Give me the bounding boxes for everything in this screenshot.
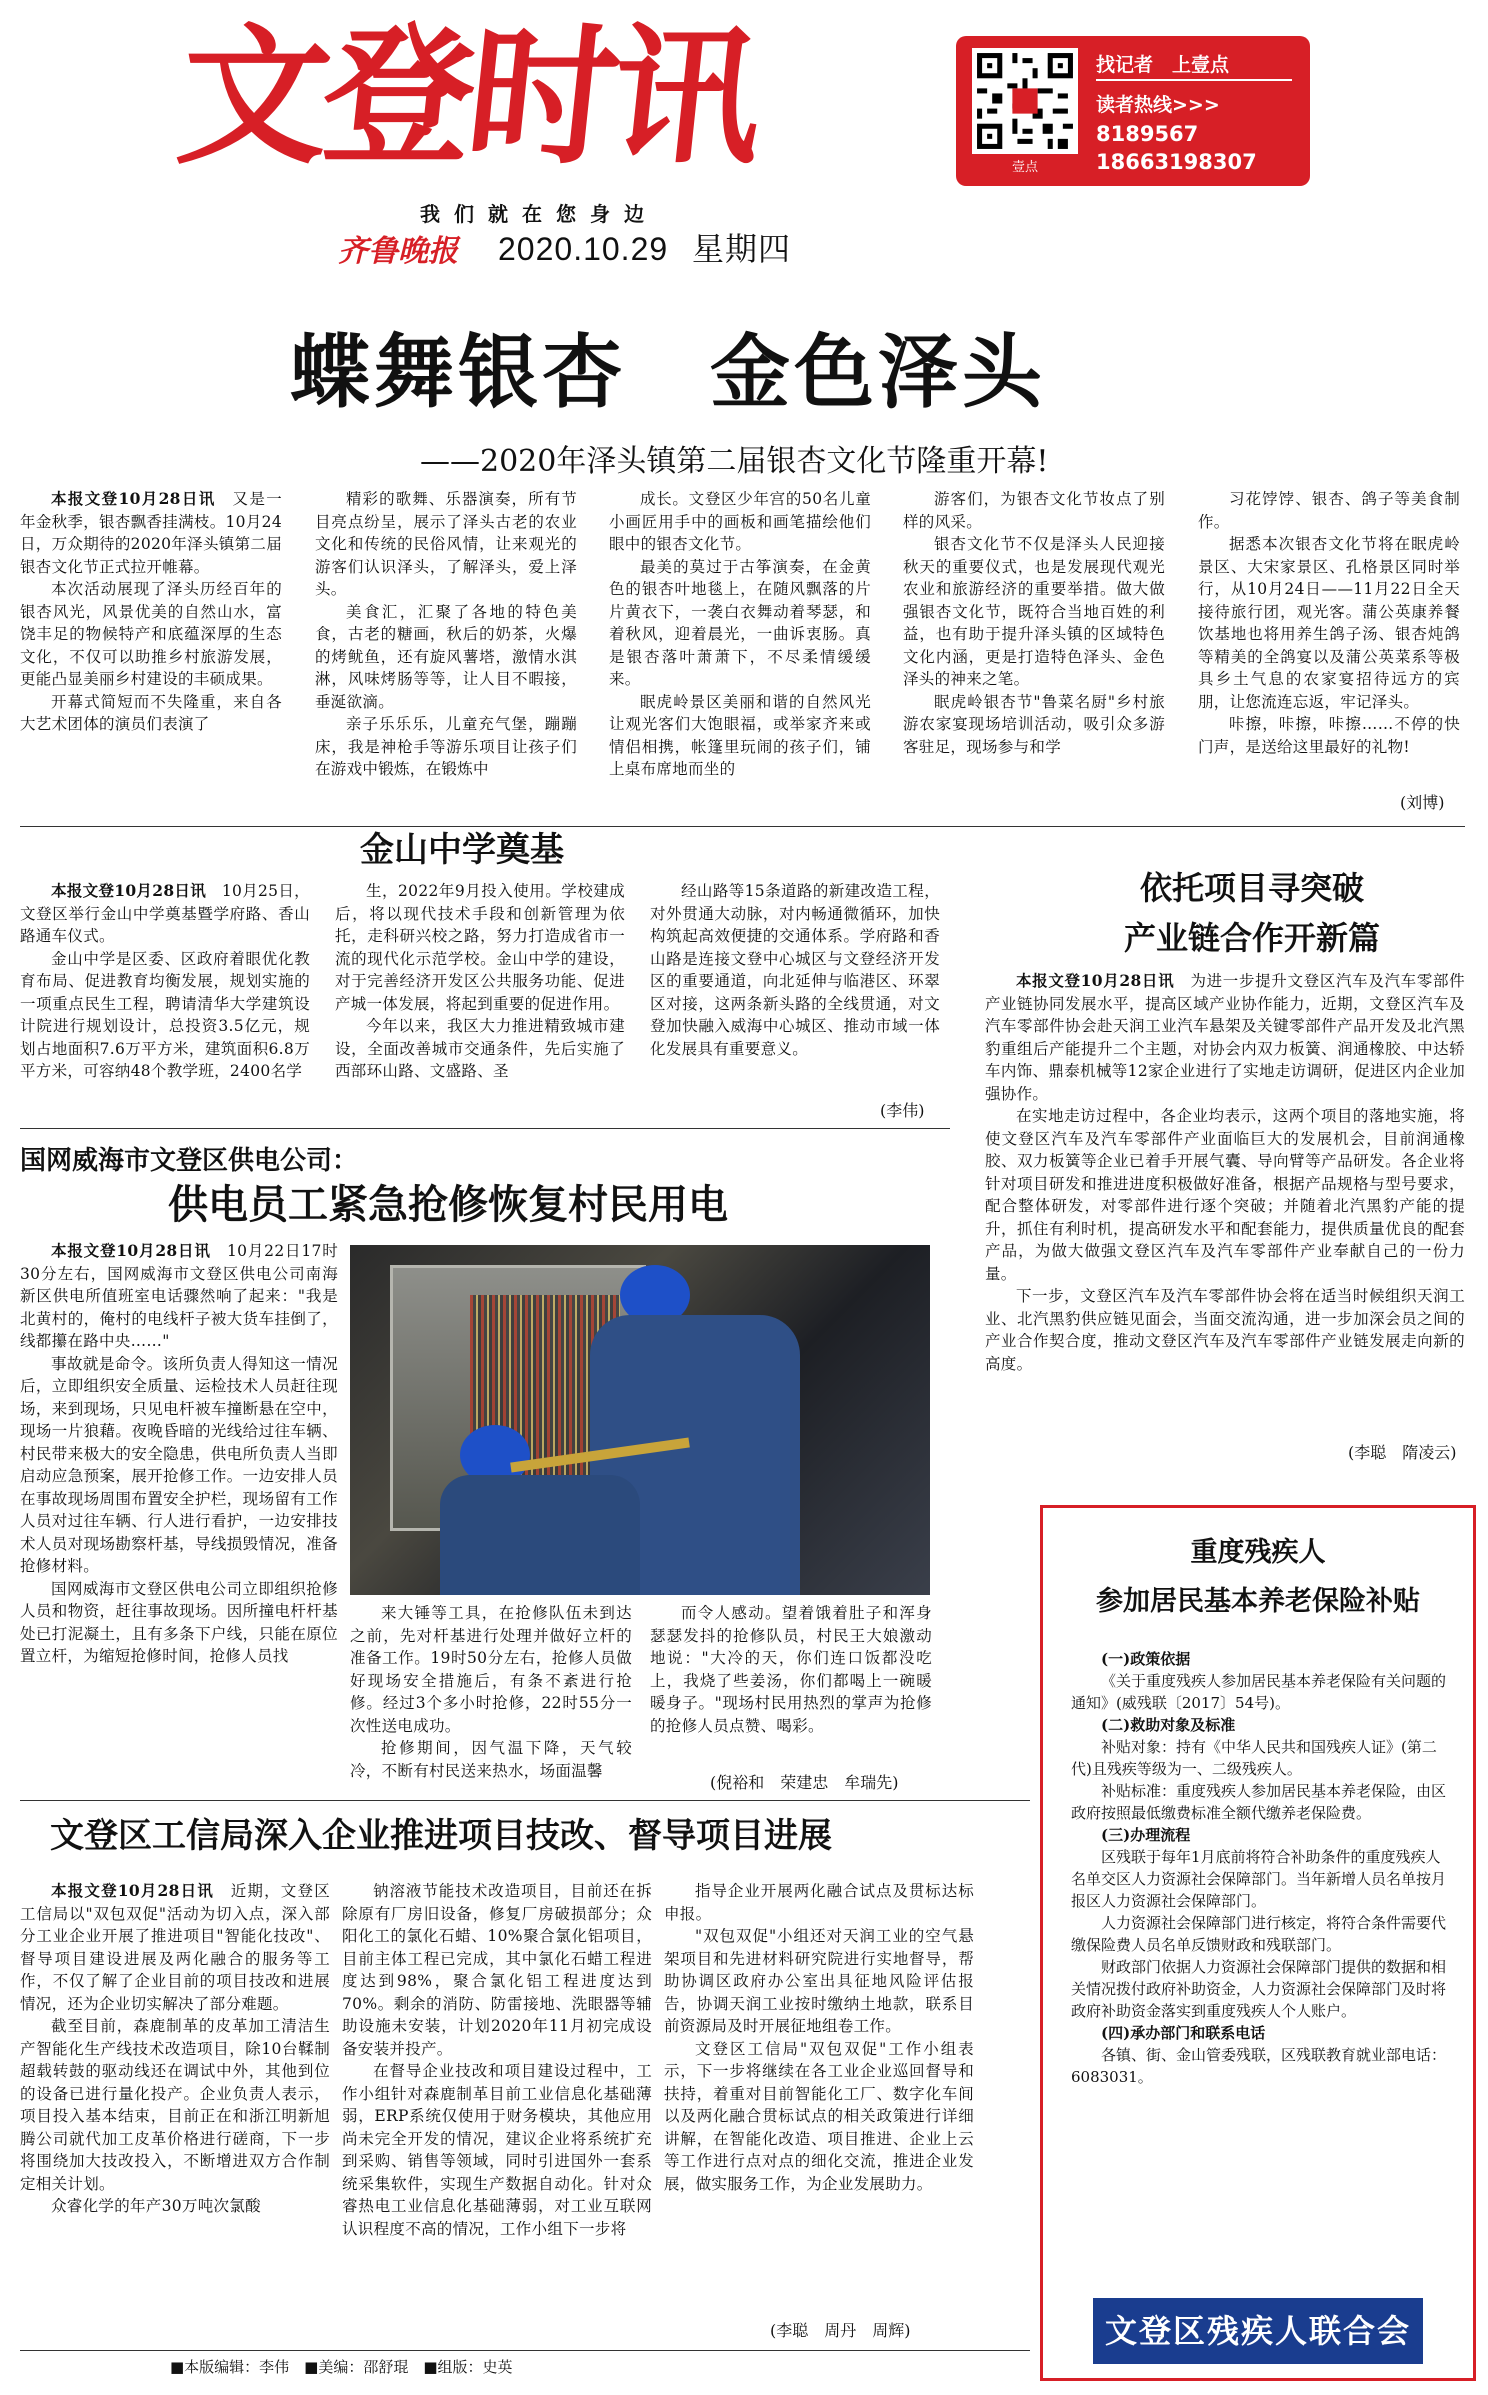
paragraph: 本报文登10月28日讯 为进一步提升文登区汽车及汽车零部件产业链协同发展水平，提高区域产业协作能力，近期，文登区汽车及汽车零部件协会赴天润工业汽车悬架及关键零部件产品开发及北汽黑豹重组后产能提升二个主题，对协会内双力板簧、润通橡胶、中达轿车内饰、鼎泰机械等12家企业进行了实地走访调研，促进区内企业加强协作。: [985, 971, 1465, 1103]
jinshan-column-3: [650, 880, 940, 1100]
paragraph: 本报文登10月28日讯 近期，文登区工信局以"双包双促"活动为切入点，深入部分工业企业开展了推进项目"智能化技改"、督导项目建设进展及两化融合的服务等工作，不仅了解了企业目前的项目技改和进展情况，还为企业切实解决了部分难题。: [20, 1881, 330, 2013]
footer-divider: [20, 2350, 1030, 2351]
worker-kneeling: [440, 1475, 640, 1595]
notice-section-title: (四)承办部门和联系电话: [1101, 2024, 1266, 2042]
notice-section-title: (三)办理流程: [1101, 1826, 1191, 1844]
paragraph: 精彩的歌舞、乐器演奏，所有节目亮点纷呈，展示了泽头古老的农业文化和传统的民俗风情，让来观光的游客们认识泽头，了解泽头，爱上泽头。: [315, 490, 577, 598]
phone-1: 8189567: [1096, 122, 1199, 146]
paragraph: 据悉本次银杏文化节将在眠虎岭景区、大宋家景区、孔格景区同时举行，从10月24日——11月22日全天接待旅行团，观光客。蒲公英康养餐饮基地也将用养生鸽子汤、银杏炖鸽等精美的全鸽宴以及蒲公英菜系等极具乡土气息的农家宴招待远方的宾朋，让您流连忘返，牢记泽头。: [1198, 535, 1460, 711]
notice-body: [1071, 1648, 1451, 2288]
section-divider: [20, 1800, 1030, 1801]
paragraph: 本次活动展现了泽头历经百年的银杏风光，风景优美的自然山水，富饶丰足的物候特产和底蕴深厚的生态文化，不仅可以助推乡村旅游发展，更能凸显美丽乡村建设的丰硕成果。: [20, 580, 282, 688]
paragraph: 经山路等15条道路的新建改造工程，对外贯通大动脉，对内畅通微循环，加快构筑起高效便捷的交通体系。学府路和香山路是连接文登中心城区与文登经济开发区的重要通道，向北延伸与临港区、环翠区对接，这两条新头路的全线贯通，对文登加快融入威海中心城区、推动市域一体化发展具有重要意义。: [650, 882, 940, 1058]
lead-subheadline: ——2020年泽头镇第二届银杏文化节隆重开幕!: [420, 444, 1049, 479]
paragraph: 本报文登10月28日讯 10月25日，文登区举行金山中学奠基暨学府路、香山路通车仪式。: [20, 881, 310, 945]
auto-headline-1: 依托项目寻突破: [1140, 869, 1365, 907]
power-column-3: [650, 1602, 932, 1752]
federation-banner: 文登区残疾人联合会: [1093, 2298, 1423, 2364]
notice-paragraph: 补贴标准：重度残疾人参加居民基本养老保险，由区政府按照最低缴费标准全额代缴养老保险费。: [1071, 1782, 1447, 1822]
paragraph: 开幕式简短而不失隆重，来自各大艺术团体的演员们表演了: [20, 692, 282, 733]
contact-divider: [1096, 79, 1292, 81]
jinshan-column-1: [20, 880, 310, 1120]
paragraph: 咔擦，咔擦，咔擦……不停的快门声，是送给这里最好的礼物!: [1198, 715, 1460, 756]
paragraph: 文登区工信局"双包双促"工作小组表示，下一步将继续在各工业企业巡回督导和扶持，着重对目前智能化工厂、数字化车间以及两化融合贯标试点的相关政策进行详细讲解，在智能化改造、项目推进、企业上云等工作进行点对点的细化交流，推进企业发展，做实服务工作，为企业发展助力。: [664, 2039, 974, 2193]
contact-box: [956, 36, 1310, 186]
paragraph: 眠虎岭银杏节"鲁菜名厨"乡村旅游农家宴现场培训活动，吸引众多游客驻足，现场参与和学: [903, 692, 1165, 756]
weekday-text: 星期四: [692, 231, 792, 267]
masthead-title: 文登时讯: [170, 11, 766, 185]
masthead-slogan: 我们就在您身边: [420, 202, 658, 226]
lead-column-5: [1198, 488, 1460, 790]
notice-section-title: (二)救助对象及标准: [1101, 1716, 1236, 1734]
partner-logo: 齐鲁晚报: [338, 234, 458, 269]
paragraph: 银杏文化节不仅是泽头人民迎接秋天的重要仪式，也是发展现代观光农业和旅游经济的重要举措。做大做强银杏文化节，既符合当地百姓的利益，也有助于提升泽头镇的区域特色文化内涵，更是打造特色泽头、金色泽头的神来之笔。: [903, 535, 1165, 688]
notice-paragraph: 区残联于每年1月底前将符合补助条件的重度残疾人名单交区人力资源社会保障部门。当年新增人员名单按月报区人力资源社会保障部门。: [1071, 1848, 1447, 1910]
paragraph: 指导企业开展两化融合试点及贯标达标申报。: [664, 1882, 974, 1923]
reporter-label: 找记者 上壹点: [1096, 54, 1230, 76]
jinshan-column-2: [335, 880, 625, 1120]
paragraph: 生，2022年9月投入使用。学校建成后，将以现代技术手段和创新管理为依托，走科研兴校之路，努力打造成省市一流的现代化示范学校。金山中学的建设，对于完善经济开发区公共服务功能、促进产城一体发展，将起到重要的促进作用。: [335, 882, 625, 1013]
power-kicker: 国网威海市文登区供电公司：: [20, 1146, 359, 1176]
gongxin-column-2: [342, 1880, 652, 2345]
power-column-1: [20, 1240, 338, 1790]
notice-headline-2: 参加居民基本养老保险补贴: [1096, 1586, 1420, 1617]
lead-column-1: [20, 488, 282, 818]
paragraph: 下一步，文登区汽车及汽车零部件协会将在适当时候组织天润工业、北汽黑豹供应链见面会，当面交流沟通，进一步加深会员之间的产业合作契合度，推动文登区汽车及汽车零部件产业链发展走向新的高度。: [985, 1287, 1465, 1373]
power-credit: (倪裕和 荣建忠 牟瑞先): [710, 1773, 899, 1792]
phone-2: 18663198307: [1096, 150, 1257, 174]
footer-credits: ■本版编辑：李伟 ■美编：邵舒琨 ■组版：史英: [170, 2358, 513, 2376]
qr-label: 壹点: [1011, 160, 1038, 175]
paragraph: 在实地走访过程中，各企业均表示，这两个项目的落地实施，将使文登区汽车及汽车零部件产业面临巨大的发展机会，目前润通橡胶、双力板簧等企业已着手开展气囊、导向臂等产品研发。各企业将针对项目研发和推进进度积极做好准备，根据产品规格与型号要求，配合整体研发，对零部件进行逐个突破；并随着北汽黑豹产能的提升，抓住有利时机，提高研发水平和配套能力，提供质量优良的配套产品，为做大做强文登区汽车及汽车零部件产业奉献自己的一份力量。: [985, 1107, 1465, 1283]
paragraph: 众睿化学的年产30万吨次氯酸: [51, 2197, 261, 2215]
lead-column-2: [315, 488, 577, 818]
notice-section-title: (一)政策依据: [1101, 1650, 1191, 1668]
paragraph: 国网威海市文登区供电公司立即组织抢修人员和物资，赶往事故现场。因所撞电杆杆基处已打泥凝土，且有多条下户线，只能在原位置立杆，为缩短抢修时间，抢修人员找: [20, 1579, 338, 1665]
paragraph: 而令人感动。望着饿着肚子和浑身瑟瑟发抖的抢修队员，村民王大娘激动地说："大冷的天，你们连口饭都没吃上，我烧了些姜汤，你们都喝上一碗暖暖身子。"现场村民用热烈的掌声为抢修的抢修人员点赞、喝彩。: [650, 1604, 932, 1735]
notice-paragraph: 各镇、街、金山管委残联，区残联教育就业部电话：6083031。: [1071, 2046, 1447, 2086]
paragraph: 在督导企业技改和项目建设过程中，工作小组针对森鹿制革目前工业信息化基础薄弱，ERP系统仅使用于财务模块，其他应用尚未完全开发的情况，建议企业将系统扩充到采购、销售等领域，同时引进国外一套系统采集软件，实现生产数据自动化。针对众睿热电工业信息化基础薄弱，对工业互联网认识程度不高的情况，工作小组下一步将: [342, 2062, 652, 2238]
notice-paragraph: 财政部门依据人力资源社会保障部门提供的数据和相关情况拨付政府补助资金，人力资源社会保障部门及时将政府补助资金落实到重度残疾人个人账户。: [1071, 1958, 1447, 2020]
paragraph: "双包双促"小组还对天润工业的空气悬架项目和先进材料研究院进行实地督导，帮助协调区政府办公室出具征地风险评估报告，协调天润工业按时缴纳土地款，联系目前资源局及时开展征地组卷工作。: [664, 1927, 974, 2035]
paragraph: 眠虎岭景区美丽和谐的自然风光让观光客们大饱眼福，或举家齐来或情侣相携，帐篷里玩闹的孩子们，铺上桌布席地而坐的: [609, 692, 871, 778]
qr-code-icon[interactable]: [972, 48, 1078, 154]
paragraph: 游客们，为银杏文化节妆点了别样的风采。: [903, 490, 1165, 531]
date-text: 2020.10.29: [498, 231, 669, 267]
lead-column-3: [609, 488, 871, 818]
auto-body: [985, 970, 1465, 1440]
paragraph: 来大锤等工具，在抢修队伍未到达之前，先对杆基进行处理并做好立杆的准备工作。19时50分左右，抢修人员做好现场安全措施后，有条不紊进行抢修。经过3个多小时抢修，22时55分一次性送电成功。: [350, 1604, 632, 1735]
disability-notice-box: [1040, 1505, 1476, 2381]
gongxin-column-3: [664, 1880, 974, 2310]
gongxin-headline: 文登区工信局深入企业推进项目技改、督导项目进展: [50, 1816, 832, 1856]
paragraph: 习花饽饽、银杏、鸽子等美食制作。: [1198, 490, 1460, 531]
jinshan-credit: (李伟): [880, 1101, 925, 1120]
lead-credit: (刘博): [1400, 793, 1445, 812]
jinshan-headline: 金山中学奠基: [360, 830, 564, 870]
paragraph: 最美的莫过于古筝演奏，在金黄色的银杏叶地毯上，在随风飘落的片片黄衣下，一袭白衣舞动着琴瑟，和着秋风，迎着晨光，一曲诉衷肠。真是银杏落叶萧萧下，不尽柔情缓缓来。: [609, 557, 871, 688]
paragraph: 截至目前，森鹿制革的皮革加工清洁生产智能化生产线技术改造项目，除10台鞣制超载转鼓的驱动线还在调试中外，其他到位的设备已进行量化投产。企业负责人表示，项目投入基本结束，目前正在和浙江明新旭腾公司就代加工皮革价格进行磋商，下一步将围绕加大技改投入，不断增进双方合作制定相关计划。: [20, 2017, 330, 2193]
paragraph: 美食汇，汇聚了各地的特色美食，古老的糖画，秋后的奶茶，火爆的烤鱿鱼，还有旋风薯塔，激情水淇淋，风味烤肠等等，让人目不暇接，垂涎欲滴。: [315, 602, 577, 711]
gongxin-credit: (李聪 周丹 周辉): [770, 2321, 911, 2340]
issue-date: [498, 224, 791, 270]
hotline-label: 读者热线>>>: [1096, 94, 1220, 116]
power-headline: 供电员工紧急抢修恢复村民用电: [168, 1182, 728, 1228]
paragraph: 亲子乐乐乐，儿童充气堡，蹦蹦床，我是神枪手等游乐项目让孩子们在游戏中锻炼，在锻炼中: [315, 715, 577, 778]
paragraph: 金山中学是区委、区政府着眼优化教育布局、促进教育均衡发展，规划实施的一项重点民生工程，聘请清华大学建筑设计院进行规划设计，总投资3.5亿元，规划占地面积7.6万平方米，建筑面积6.8万平方米，可容纳48个教学班，2400名学: [20, 949, 310, 1080]
auto-headline-2: 产业链合作开新篇: [1124, 919, 1381, 957]
repair-photo: [350, 1245, 930, 1595]
notice-paragraph: 《关于重度残疾人参加居民基本养老保险有关问题的通知》(威残联〔2017〕54号)。: [1071, 1672, 1447, 1712]
paragraph: 钠溶液节能技术改造项目，目前还在拆除原有厂房旧设备，修复厂房破损部分；众阳化工的氯化石蜡、10%聚合氯化铝项目，目前主体工程已完成，其中氯化石蜡工程进度达到98%，聚合氯化铝工程进度达到70%。剩余的消防、防雷接地、洗眼器等辅助设施未安装，计划2020年11月初完成设备安装并投产。: [342, 1882, 652, 2058]
notice-headline-1: 重度残疾人: [1190, 1537, 1326, 1568]
paragraph: 今年以来，我区大力推进精致城市建设，全面改善城市交通条件，先后实施了西部环山路、文盛路、圣: [335, 1017, 625, 1080]
notice-paragraph: 补贴对象：持有《中华人民共和国残疾人证》(第二代)且残疾等级为一、二级残疾人。: [1071, 1738, 1437, 1778]
paragraph: 事故就是命令。该所负责人得知这一情况后，立即组织安全质量、运检技术人员赶往现场，来到现场，只见电杆被车撞断悬在空中，现场一片狼藉。夜晚昏暗的光线给过往车辆、村民带来极大的安全隐患，供电所负责人当即启动应急预案，展开抢修工作。一边安排人员在事故现场周围布置安全护栏，现场留有工作人员对过往车辆、行人进行看护，一边安排技术人员对现场勘察杆基，导线损毁情况，准备抢修材料。: [20, 1354, 338, 1575]
auto-credit: (李聪 隋凌云): [1348, 1443, 1457, 1462]
lead-column-4: [903, 488, 1165, 818]
paragraph: 抢修期间，因气温下降，天气较冷，不断有村民送来热水，场面温馨: [350, 1739, 632, 1780]
paragraph: 本报文登10月28日讯 10月22日17时30分左右，国网威海市文登区供电公司南海新区供电所值班室电话骤然响了起来："我是北黄村的，俺村的电线杆子被大货车挂倒了，线都攥在路中央……": [20, 1241, 338, 1350]
notice-paragraph: 人力资源社会保障部门进行核定，将符合条件需要代缴保险费人员名单反馈财政和残联部门。: [1071, 1914, 1447, 1954]
gongxin-column-1: [20, 1880, 330, 2345]
section-divider: [20, 826, 1465, 827]
lead-headline: 蝶舞银杏 金色泽头: [290, 326, 1046, 419]
section-divider: [20, 1128, 950, 1129]
paragraph: 本报文登10月28日讯 又是一年金秋季，银杏飘香挂满枝。10月24日，万众期待的2020年泽头镇第二届银杏文化节正式拉开帷幕。: [20, 489, 282, 576]
paragraph: 成长。文登区少年宫的50名儿童小画匠用手中的画板和画笔描绘他们眼中的银杏文化节。: [609, 490, 871, 553]
power-column-2: [350, 1602, 632, 1790]
